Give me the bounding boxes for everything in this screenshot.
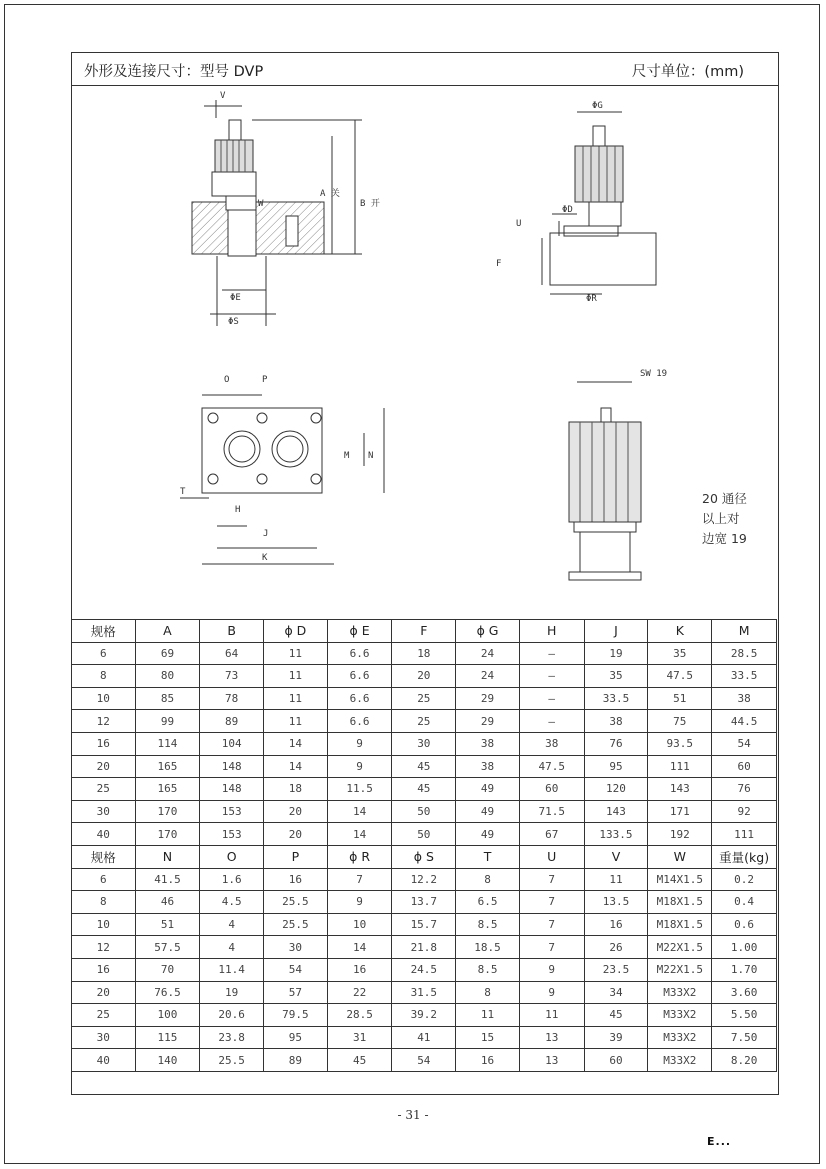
table-cell: 6.6	[327, 710, 392, 733]
label-k: K	[262, 553, 268, 563]
table-cell: 7	[519, 936, 584, 959]
table-row	[72, 800, 777, 823]
table-cell: 8.5	[456, 958, 520, 981]
table-cell: 38	[712, 687, 777, 710]
table-cell: 111	[648, 755, 712, 778]
label-v: V	[220, 91, 226, 101]
table-cell: M18X1.5	[648, 891, 712, 914]
table-cell: 51	[648, 687, 712, 710]
table-row	[72, 958, 777, 981]
page-number: - 31 -	[397, 1108, 429, 1122]
table-cell: 6	[72, 868, 136, 891]
table-cell: M14X1.5	[648, 868, 712, 891]
table-cell: M33X2	[648, 1026, 712, 1049]
table-cell: 14	[327, 800, 392, 823]
table-cell: 14	[327, 936, 392, 959]
table-cell: 57.5	[135, 936, 200, 959]
table-cell: —	[519, 687, 584, 710]
column-header: ϕ E	[327, 620, 392, 643]
table-cell: 33.5	[584, 687, 648, 710]
table-cell: 111	[712, 823, 777, 846]
table-cell: 165	[135, 778, 200, 801]
table-cell: 20	[72, 981, 136, 1004]
label-m: M	[344, 451, 350, 461]
column-header: V	[584, 845, 648, 868]
table-cell: 9	[519, 958, 584, 981]
table-cell: 5.50	[712, 1004, 777, 1027]
table-cell: 170	[135, 823, 200, 846]
table-cell: 16	[72, 732, 136, 755]
table-cell: 38	[456, 732, 520, 755]
table-cell: 24	[456, 642, 520, 665]
table-cell: 11.4	[200, 958, 264, 981]
table-cell: 16	[327, 958, 392, 981]
table-row	[72, 936, 777, 959]
table-cell: 54	[712, 732, 777, 755]
table-cell: 11	[264, 642, 328, 665]
sheet-header	[72, 53, 778, 86]
note-block	[702, 489, 747, 549]
column-header: K	[648, 620, 712, 643]
table-cell: 25.5	[264, 913, 328, 936]
table-cell: 67	[519, 823, 584, 846]
table-cell: 7.50	[712, 1026, 777, 1049]
table-cell: 11	[584, 868, 648, 891]
table-cell: 148	[200, 778, 264, 801]
handwheel-view	[569, 382, 641, 580]
table-cell: 140	[135, 1049, 200, 1072]
table-cell: 13	[519, 1049, 584, 1072]
table-row	[72, 732, 777, 755]
table-cell: 11	[264, 687, 328, 710]
table-cell: 8	[456, 981, 520, 1004]
table-cell: 23.8	[200, 1026, 264, 1049]
table-row	[72, 642, 777, 665]
label-h: H	[235, 505, 241, 515]
table-cell: 0.6	[712, 913, 777, 936]
table-cell: 6.6	[327, 687, 392, 710]
table-cell: 16	[456, 1049, 520, 1072]
table-cell: 24	[456, 665, 520, 688]
table-cell: 11	[456, 1004, 520, 1027]
table-cell: 45	[584, 1004, 648, 1027]
table-cell: 104	[200, 732, 264, 755]
table-cell: 25.5	[264, 891, 328, 914]
table-cell: 3.60	[712, 981, 777, 1004]
table-row	[72, 1049, 777, 1072]
table-cell: 45	[392, 755, 456, 778]
table-cell: 89	[264, 1049, 328, 1072]
column-header: A	[135, 620, 200, 643]
table-cell: 171	[648, 800, 712, 823]
table-row	[72, 891, 777, 914]
table-cell: 192	[648, 823, 712, 846]
table-cell: 30	[264, 936, 328, 959]
label-phi-d: ΦD	[562, 205, 573, 215]
table-cell: 35	[584, 665, 648, 688]
table-cell: 16	[584, 913, 648, 936]
table-cell: 14	[264, 755, 328, 778]
table-cell: 40	[72, 823, 136, 846]
table-cell: 20	[264, 823, 328, 846]
table-cell: 95	[584, 755, 648, 778]
table-cell: 54	[264, 958, 328, 981]
table-cell: 76.5	[135, 981, 200, 1004]
table-cell: 13.7	[392, 891, 456, 914]
table-cell: 9	[327, 732, 392, 755]
label-phi-s: ΦS	[228, 317, 239, 327]
table-cell: 31	[327, 1026, 392, 1049]
unit-label: 尺寸单位：(mm)	[631, 64, 744, 80]
table-cell: 35	[648, 642, 712, 665]
table-cell: 153	[200, 800, 264, 823]
table-cell: 60	[712, 755, 777, 778]
table-cell: 8.20	[712, 1049, 777, 1072]
table-cell: 92	[712, 800, 777, 823]
table-cell: 1.00	[712, 936, 777, 959]
table-row	[72, 665, 777, 688]
table-cell: 50	[392, 800, 456, 823]
column-header: ϕ S	[392, 845, 456, 868]
table-cell: 15.7	[392, 913, 456, 936]
table-cell: 7	[519, 891, 584, 914]
table-cell: M18X1.5	[648, 913, 712, 936]
column-header: N	[135, 845, 200, 868]
label-phi-g: ΦG	[592, 101, 603, 111]
table-cell: 170	[135, 800, 200, 823]
table-cell: 8	[72, 891, 136, 914]
table-cell: 49	[456, 823, 520, 846]
table-cell: 29	[456, 687, 520, 710]
table-cell: 153	[200, 823, 264, 846]
table-cell: 76	[584, 732, 648, 755]
table-cell: 49	[456, 800, 520, 823]
label-u: U	[516, 219, 522, 229]
label-t: T	[180, 487, 186, 497]
table-cell: 76	[712, 778, 777, 801]
table-cell: 8.5	[456, 913, 520, 936]
table-cell: 30	[392, 732, 456, 755]
front-section-view	[192, 100, 362, 326]
table-cell: 13.5	[584, 891, 648, 914]
table-cell: 11	[264, 710, 328, 733]
table-cell: 20.6	[200, 1004, 264, 1027]
table-cell: 15	[456, 1026, 520, 1049]
table-cell: —	[519, 642, 584, 665]
note-line-3: 边宽 19	[702, 531, 747, 546]
table-cell: 8	[456, 868, 520, 891]
table-cell: 80	[135, 665, 200, 688]
table-cell: 51	[135, 913, 200, 936]
table-cell: 16	[72, 958, 136, 981]
label-a-close: A 关	[320, 189, 340, 199]
label-b-open: B 开	[360, 199, 380, 209]
table-cell: 70	[135, 958, 200, 981]
table-cell: 10	[72, 687, 136, 710]
table-cell: 93.5	[648, 732, 712, 755]
table-cell: 115	[135, 1026, 200, 1049]
table-cell: 165	[135, 755, 200, 778]
table-cell: 4.5	[200, 891, 264, 914]
table-cell: 143	[584, 800, 648, 823]
table-cell: 9	[327, 755, 392, 778]
table-cell: 100	[135, 1004, 200, 1027]
column-header: 规格	[72, 845, 136, 868]
table-cell: 33.5	[712, 665, 777, 688]
label-phi-e: ΦE	[230, 293, 241, 303]
column-header: ϕ R	[327, 845, 392, 868]
table-cell: 22	[327, 981, 392, 1004]
column-header: W	[648, 845, 712, 868]
table-cell: 30	[72, 800, 136, 823]
label-f: F	[496, 259, 502, 269]
table-cell: 8	[72, 665, 136, 688]
column-header: 重量(kg)	[712, 845, 777, 868]
table-cell: 0.4	[712, 891, 777, 914]
table-cell: 7	[519, 868, 584, 891]
table-cell: 11	[519, 1004, 584, 1027]
label-phi-r: ΦR	[586, 294, 597, 304]
table-cell: 38	[519, 732, 584, 755]
table-cell: 21.8	[392, 936, 456, 959]
note-line-2: 以上对	[702, 511, 740, 526]
column-header: H	[519, 620, 584, 643]
technical-drawing	[72, 86, 778, 620]
table-header-row	[72, 845, 777, 868]
table-cell: 89	[200, 710, 264, 733]
table-row	[72, 778, 777, 801]
column-header: ϕ G	[456, 620, 520, 643]
table-cell: 45	[392, 778, 456, 801]
table-cell: M33X2	[648, 1049, 712, 1072]
table-cell: 54	[392, 1049, 456, 1072]
table-cell: 18	[392, 642, 456, 665]
table-cell: 44.5	[712, 710, 777, 733]
table-cell: 24.5	[392, 958, 456, 981]
table-cell: 47.5	[648, 665, 712, 688]
table-cell: 9	[327, 891, 392, 914]
column-header: P	[264, 845, 328, 868]
table-cell: 10	[72, 913, 136, 936]
label-w: W	[258, 199, 264, 209]
table-cell: 25	[72, 778, 136, 801]
label-n: N	[368, 451, 374, 461]
column-header: 规格	[72, 620, 136, 643]
table-cell: 25	[72, 1004, 136, 1027]
table-cell: 78	[200, 687, 264, 710]
table-cell: 39.2	[392, 1004, 456, 1027]
table-row	[72, 710, 777, 733]
label-sw19: SW 19	[640, 369, 668, 379]
top-view	[180, 395, 384, 564]
side-view	[542, 112, 656, 294]
table-cell: 19	[200, 981, 264, 1004]
table-cell: 148	[200, 755, 264, 778]
table-cell: 12.2	[392, 868, 456, 891]
table-header-row	[72, 620, 777, 643]
table-cell: 0.2	[712, 868, 777, 891]
table-row	[72, 913, 777, 936]
table-cell: 133.5	[584, 823, 648, 846]
table-row	[72, 687, 777, 710]
table-cell: M22X1.5	[648, 936, 712, 959]
table-cell: 31.5	[392, 981, 456, 1004]
table-cell: 120	[584, 778, 648, 801]
table-cell: 7	[519, 913, 584, 936]
table-cell: 23.5	[584, 958, 648, 981]
table-cell: 71.5	[519, 800, 584, 823]
table-cell: 19	[584, 642, 648, 665]
label-j: J	[263, 529, 269, 539]
table-cell: 20	[392, 665, 456, 688]
table-cell: 18.5	[456, 936, 520, 959]
table-cell: 13	[519, 1026, 584, 1049]
table-cell: 11	[264, 665, 328, 688]
table-cell: 12	[72, 710, 136, 733]
table-cell: 6.6	[327, 642, 392, 665]
sheet-title: 外形及连接尺寸：型号 DVP	[84, 64, 264, 80]
table-cell: 38	[456, 755, 520, 778]
table-cell: 6.6	[327, 665, 392, 688]
table-cell: 25	[392, 687, 456, 710]
table-cell: 49	[456, 778, 520, 801]
table-row	[72, 981, 777, 1004]
table-cell: 20	[264, 800, 328, 823]
table-cell: 30	[72, 1026, 136, 1049]
table-row	[72, 755, 777, 778]
table-cell: 25	[392, 710, 456, 733]
table-cell: 14	[264, 732, 328, 755]
table-cell: 41	[392, 1026, 456, 1049]
table-cell: M33X2	[648, 981, 712, 1004]
label-p: P	[262, 375, 268, 385]
table-cell: 60	[584, 1049, 648, 1072]
table-cell: 4	[200, 913, 264, 936]
table-cell: —	[519, 665, 584, 688]
table-cell: 10	[327, 913, 392, 936]
table-cell: 40	[72, 1049, 136, 1072]
table-row	[72, 868, 777, 891]
note-line-1: 20 通径	[702, 491, 747, 506]
table-cell: 85	[135, 687, 200, 710]
table-cell: 25.5	[200, 1049, 264, 1072]
label-o: O	[224, 375, 230, 385]
spec-sheet-frame	[71, 52, 779, 1095]
table-cell: M33X2	[648, 1004, 712, 1027]
table-cell: 14	[327, 823, 392, 846]
table-cell: 95	[264, 1026, 328, 1049]
table-cell: 6	[72, 642, 136, 665]
table-cell: 46	[135, 891, 200, 914]
table-cell: 69	[135, 642, 200, 665]
table-cell: 99	[135, 710, 200, 733]
corner-mark: E...	[707, 1135, 732, 1148]
table-cell: 7	[327, 868, 392, 891]
column-header: ϕ D	[264, 620, 328, 643]
column-header: U	[519, 845, 584, 868]
drawing-svg	[72, 86, 778, 620]
table-cell: 41.5	[135, 868, 200, 891]
table-cell: 143	[648, 778, 712, 801]
column-header: J	[584, 620, 648, 643]
table-cell: 11.5	[327, 778, 392, 801]
column-header: B	[200, 620, 264, 643]
table-cell: 1.70	[712, 958, 777, 981]
table-cell: 1.6	[200, 868, 264, 891]
table-cell: 16	[264, 868, 328, 891]
table-cell: 26	[584, 936, 648, 959]
table-cell: 38	[584, 710, 648, 733]
table-cell: 39	[584, 1026, 648, 1049]
table-cell: 4	[200, 936, 264, 959]
spec-table	[71, 619, 777, 1072]
table-cell: 79.5	[264, 1004, 328, 1027]
table-row	[72, 1004, 777, 1027]
table-cell: 28.5	[712, 642, 777, 665]
column-header: O	[200, 845, 264, 868]
table-cell: —	[519, 710, 584, 733]
table-cell: 47.5	[519, 755, 584, 778]
column-header: F	[392, 620, 456, 643]
table-cell: 20	[72, 755, 136, 778]
column-header: M	[712, 620, 777, 643]
table-cell: 75	[648, 710, 712, 733]
column-header: T	[456, 845, 520, 868]
table-cell: 6.5	[456, 891, 520, 914]
table-cell: 29	[456, 710, 520, 733]
table-cell: 50	[392, 823, 456, 846]
table-cell: 73	[200, 665, 264, 688]
table-cell: 60	[519, 778, 584, 801]
table-row	[72, 1026, 777, 1049]
table-cell: M22X1.5	[648, 958, 712, 981]
table-cell: 28.5	[327, 1004, 392, 1027]
table-cell: 45	[327, 1049, 392, 1072]
table-row	[72, 823, 777, 846]
table-cell: 34	[584, 981, 648, 1004]
table-cell: 114	[135, 732, 200, 755]
table-cell: 9	[519, 981, 584, 1004]
table-cell: 18	[264, 778, 328, 801]
table-cell: 64	[200, 642, 264, 665]
table-cell: 57	[264, 981, 328, 1004]
table-cell: 12	[72, 936, 136, 959]
